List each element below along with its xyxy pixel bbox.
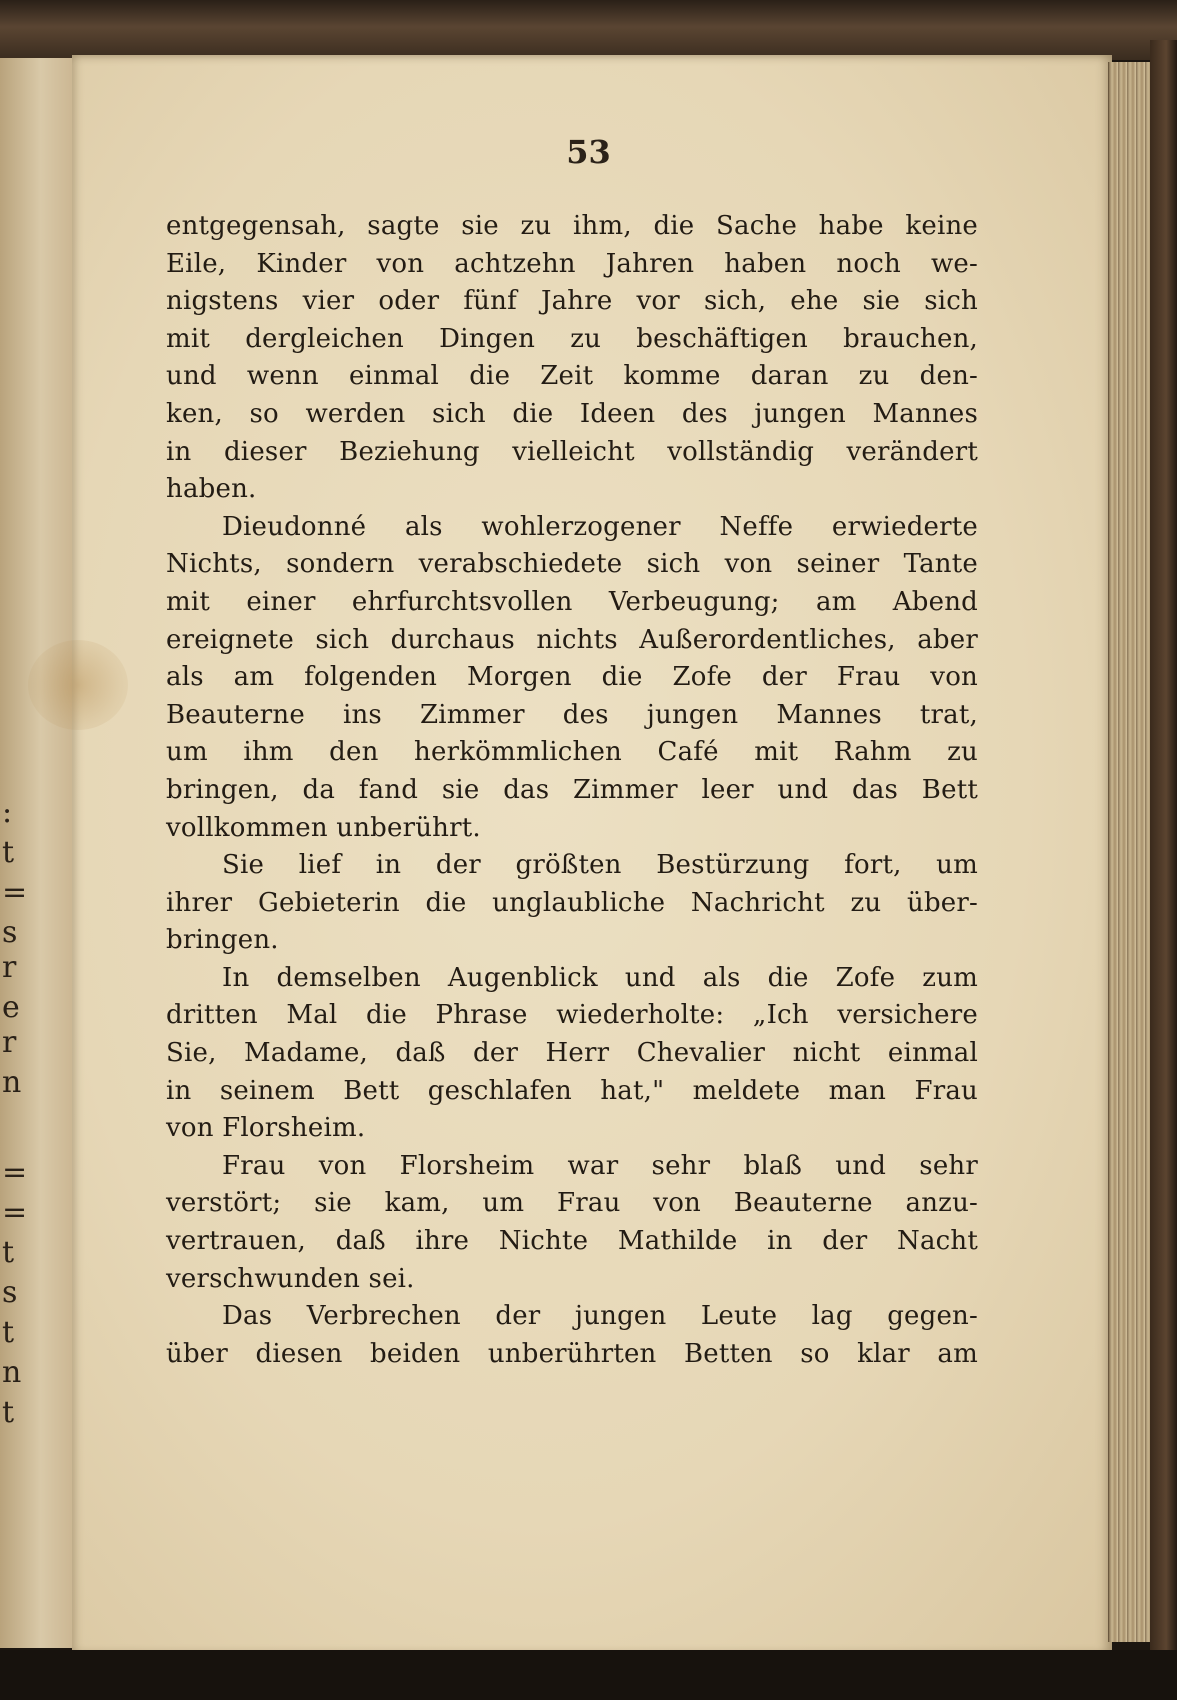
text-line: dritten Mal die Phrase wiederholte: „Ich versichere: [166, 1000, 978, 1031]
paper-stain: [28, 640, 128, 730]
text-line: Frau von Florsheim war sehr blaß und sehr: [222, 1150, 978, 1181]
text-line: von Florsheim.: [166, 1113, 366, 1144]
left-page-fragment: :: [2, 795, 13, 830]
text-line: haben.: [166, 474, 257, 505]
page-body-text: [166, 208, 978, 1373]
left-page-fragment: s: [2, 915, 18, 950]
text-line: in seinem Bett geschlafen hat," meldete man Frau: [166, 1075, 978, 1106]
left-page-fragment: n: [2, 1065, 22, 1100]
text-line: Sie lief in der größten Bestürzung fort, um: [222, 850, 978, 881]
left-page-fragment: n: [2, 1355, 22, 1390]
text-line: und wenn einmal die Zeit komme daran zu den-: [166, 361, 978, 392]
left-page-fragment: t: [2, 1235, 15, 1270]
text-line: vollkommen unberührt.: [166, 812, 481, 843]
text-line: Dieudonné als wohlerzogener Neffe erwiederte: [222, 511, 978, 542]
text-line: über diesen beiden unberührten Betten so klar am: [166, 1338, 978, 1369]
text-line: In demselben Augenblick und als die Zofe zum: [222, 962, 978, 993]
left-page-fragment: t: [2, 1395, 15, 1430]
text-line: Eile, Kinder von achtzehn Jahren haben noch we-: [166, 248, 978, 279]
text-line: nigstens vier oder fünf Jahre vor sich, ehe sie sich: [166, 286, 978, 317]
left-page-fragment: r: [2, 1025, 17, 1060]
left-page-fragment: e: [2, 990, 20, 1025]
text-line: ereignete sich durchaus nichts Außerordentliches, aber: [166, 624, 978, 655]
left-page-fragment: =: [2, 875, 28, 910]
book-cover-bottom: [0, 1650, 1177, 1700]
left-page-edge: [0, 58, 76, 1648]
text-line: als am folgenden Morgen die Zofe der Frau von: [166, 662, 978, 693]
text-line: entgegensah, sagte sie zu ihm, die Sache habe keine: [166, 211, 978, 241]
book-cover-top: [0, 0, 1177, 60]
text-line: Sie, Madame, daß der Herr Chevalier nicht einmal: [166, 1038, 978, 1069]
text-line: verschwunden sei.: [166, 1263, 415, 1294]
text-line: Beauterne ins Zimmer des jungen Mannes trat,: [166, 699, 978, 730]
text-line: mit einer ehrfurchtsvollen Verbeugung; am Abend: [166, 586, 978, 617]
text-line: um ihm den herkömmlichen Café mit Rahm zu: [166, 737, 978, 768]
text-line: Das Verbrechen der jungen Leute lag gegen-: [222, 1301, 978, 1332]
left-page-fragment: t: [2, 835, 15, 870]
left-page-fragment: s: [2, 1275, 18, 1310]
text-line: mit dergleichen Dingen zu beschäftigen brauchen,: [166, 323, 978, 354]
text-line: ken, so werden sich die Ideen des jungen Mannes: [166, 398, 978, 429]
text-line: bringen.: [166, 925, 279, 956]
left-page-fragment: =: [2, 1155, 28, 1190]
book-cover-right: [1150, 40, 1177, 1660]
text-line: verstört; sie kam, um Frau von Beauterne anzu-: [166, 1188, 978, 1219]
page-number: 53: [566, 133, 611, 171]
left-page-fragment: r: [2, 950, 17, 985]
text-line: ihrer Gebieterin die unglaubliche Nachricht zu über-: [166, 887, 978, 918]
text-line: Nichts, sondern verabschiedete sich von seiner Tante: [166, 549, 978, 580]
left-page-fragment: t: [2, 1315, 15, 1350]
text-line: bringen, da fand sie das Zimmer leer und das Bett: [166, 774, 978, 805]
text-line: in dieser Beziehung vielleicht vollständig verändert: [166, 436, 978, 467]
left-page-fragment: =: [2, 1195, 28, 1230]
text-line: vertrauen, daß ihre Nichte Mathilde in der Nacht: [166, 1226, 978, 1257]
